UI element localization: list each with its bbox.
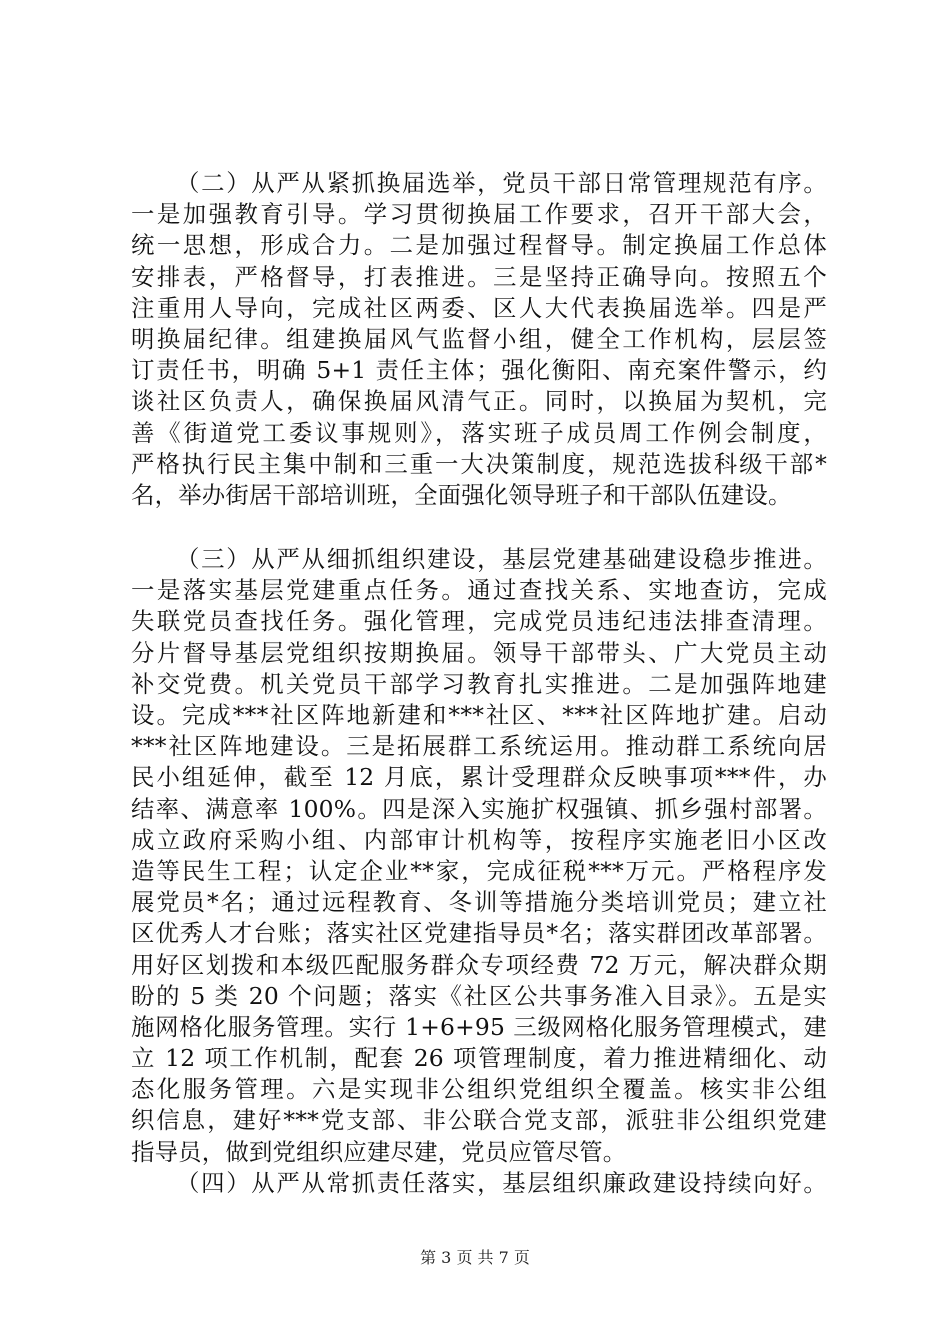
paragraph-line: 盼的 5 类 20 个问题；落实《社区公共事务准入目录》。五是实 (131, 981, 827, 1010)
paragraph-line: （四）从严从常抓责任落实，基层组织廉政建设持续向好。 (176, 1168, 827, 1197)
paragraph-line: （三）从严从细抓组织建设，基层党建基础建设稳步推进。 (176, 545, 827, 574)
paragraph-line: 安排表，严格督导，打表推进。三是坚持正确导向。按照五个 (131, 262, 827, 291)
paragraph-line: 严格执行民主集中制和三重一大决策制度，规范选拔科级干部* (131, 449, 827, 478)
paragraph-line: 施网格化服务管理。实行 1+6+95 三级网格化服务管理模式，建 (131, 1012, 827, 1041)
paragraph-line: 区优秀人才台账；落实社区党建指导员*名；落实群团改革部署。 (131, 919, 827, 948)
paragraph-line: 展党员*名；通过远程教育、冬训等措施分类培训党员；建立社 (131, 888, 827, 917)
paragraph-line: 订责任书，明确 5+1 责任主体；强化衡阳、南充案件警示，约 (131, 356, 827, 385)
paragraph-line: 失联党员查找任务。强化管理，完成党员违纪违法排查清理。 (131, 607, 827, 636)
paragraph-line: 善《街道党工委议事规则》，落实班子成员周工作例会制度， (131, 418, 827, 447)
paragraph-line: 统一思想，形成合力。二是加强过程督导。制定换届工作总体 (131, 231, 827, 260)
paragraph-line: 结率、满意率 100%。四是深入实施扩权强镇、抓乡强村部署。 (131, 794, 827, 823)
paragraph-line: 分片督导基层党组织按期换届。领导干部带头、广大党员主动 (131, 638, 827, 667)
paragraph-line: 态化服务管理。六是实现非公组织党组织全覆盖。核实非公组 (131, 1075, 827, 1104)
paragraph-line: 立 12 项工作机制，配套 26 项管理制度，着力推进精细化、动 (131, 1044, 827, 1073)
paragraph-line: 民小组延伸，截至 12 月底，累计受理群众反映事项***件，办 (131, 763, 827, 792)
paragraph-2 (131, 168, 827, 511)
paragraph-line: ***社区阵地建设。三是拓展群工系统运用。推动群工系统向居 (131, 732, 827, 761)
page-footer: 第 3 页 共 7 页 (420, 1248, 530, 1267)
paragraph-line: 指导员，做到党组织应建尽建，党员应管尽管。 (131, 1137, 627, 1166)
paragraph-spacer (131, 511, 827, 544)
paragraph-line: 织信息，建好***党支部、非公联合党支部，派驻非公组织党建 (131, 1106, 827, 1135)
paragraph-4 (131, 1168, 827, 1199)
paragraph-line: 一是加强教育引导。学习贯彻换届工作要求，召开干部大会， (131, 200, 827, 229)
paragraph-line: 补交党费。机关党员干部学习教育扎实推进。二是加强阵地建 (131, 669, 827, 698)
paragraph-line: 明换届纪律。组建换届风气监督小组，健全工作机构，层层签 (131, 324, 827, 353)
paragraph-line: 名，举办街居干部培训班，全面强化领导班子和干部队伍建设。 (131, 480, 792, 509)
paragraph-line: 谈社区负责人，确保换届风清气正。同时，以换届为契机，完 (131, 387, 827, 416)
document-body (131, 168, 827, 1199)
paragraph-line: 设。完成***社区阵地新建和***社区、***社区阵地扩建。启动 (131, 701, 827, 729)
paragraph-line: 造等民生工程；认定企业**家，完成征税***万元。严格程序发 (131, 856, 827, 885)
paragraph-line: 一是落实基层党建重点任务。通过查找关系、实地查访，完成 (131, 576, 827, 605)
paragraph-3 (131, 544, 827, 1168)
paragraph-line: 用好区划拨和本级匹配服务群众专项经费 72 万元，解决群众期 (131, 950, 827, 979)
paragraph-line: （二）从严从紧抓换届选举，党员干部日常管理规范有序。 (176, 169, 827, 197)
paragraph-line: 注重用人导向，完成社区两委、区人大代表换届选举。四是严 (131, 293, 827, 322)
paragraph-line: 成立政府采购小组、内部审计机构等，按程序实施老旧小区改 (131, 825, 827, 854)
